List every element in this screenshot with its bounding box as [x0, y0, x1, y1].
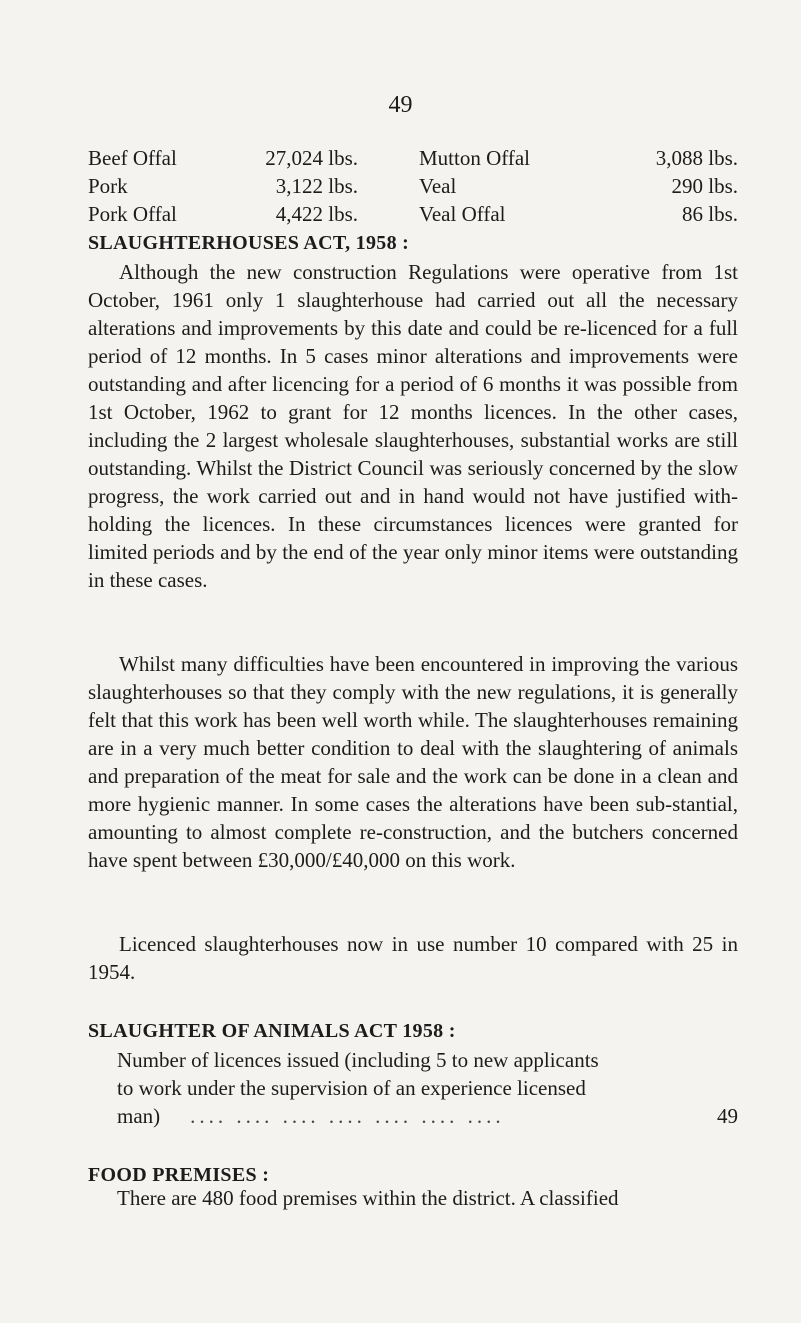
- item-name: Veal Offal: [419, 202, 506, 226]
- page-number: 49: [388, 92, 413, 118]
- item-quantity: 4,422 lbs.: [275, 202, 358, 226]
- table-row: [88, 200, 738, 228]
- slaughterhouses-heading: SLAUGHTERHOUSES ACT, 1958 :: [88, 232, 410, 254]
- licences-line-2: to work under the supervision of an experience licensed: [117, 1076, 586, 1100]
- slaughterhouses-paragraph-2: Whilst many difficulties have been encountered in improving the various slaughterhouses so that they comply with the new regulations, it is generally felt that this work has been well worth while. The slaughterhouses remaining are in a very much better condition to deal with the slaughtering of animals and preparation of the meat for sale and the work can be done in a clean and more hygienic manner. In some cases the alterations have been sub-stantial, amounting to almost complete re-construction, and the butchers concerned have spent between £30,000/£40,000 on this work.: [88, 652, 738, 872]
- slaughterhouses-paragraph-3: Licenced slaughterhouses now in use number 10 compared with 25 in 1954.: [88, 932, 738, 984]
- item-name: Beef Offal: [88, 146, 177, 170]
- item-name: Veal: [419, 174, 457, 198]
- item-name: Pork Offal: [88, 202, 177, 226]
- table-row: [88, 144, 738, 172]
- licences-line-3-text: man): [117, 1104, 161, 1128]
- offal-table: [88, 144, 738, 228]
- slaughterhouses-paragraph-1: Although the new construction Regulations were operative from 1st October, 1961 only 1 slaughterhouse had carried out all the necessary alterations and improvements by this date and could be re-licenced for a full period of 12 months. In 5 cases minor alterations and improvements were outstanding and after licencing for a period of 6 months it was possible from 1st October, 1962 to grant for 12 months licences. In the other cases, including the 2 largest wholesale slaughterhouses, substantial works are still outstanding. Whilst the District Council was seriously concerned by the slow progress, the work carried out and in hand would not have justified with-holding the licences. In these circumstances licences were granted for limited periods and by the end of the year only minor items were outstanding in these cases.: [88, 260, 738, 592]
- food-premises-heading: FOOD PREMISES :: [88, 1164, 270, 1186]
- licences-line-3: [117, 1102, 738, 1130]
- item-name: Pork: [88, 174, 128, 198]
- item-quantity: 27,024 lbs.: [265, 146, 358, 170]
- licences-line-1: Number of licences issued (including 5 to new applicants: [117, 1048, 599, 1072]
- item-quantity: 86 lbs.: [681, 202, 738, 226]
- table-row: [88, 172, 738, 200]
- item-quantity: 290 lbs.: [671, 174, 738, 198]
- food-premises-text: There are 480 food premises within the district. A classified: [117, 1186, 619, 1210]
- licences-count: 49: [717, 1104, 738, 1128]
- item-quantity: 3,088 lbs.: [655, 146, 738, 170]
- slaughter-of-animals-heading: SLAUGHTER OF ANIMALS ACT 1958 :: [88, 1020, 456, 1042]
- dot-leader: .... .... .... .... .... .... ....: [190, 1104, 505, 1128]
- item-name: Mutton Offal: [419, 146, 531, 170]
- item-quantity: 3,122 lbs.: [275, 174, 358, 198]
